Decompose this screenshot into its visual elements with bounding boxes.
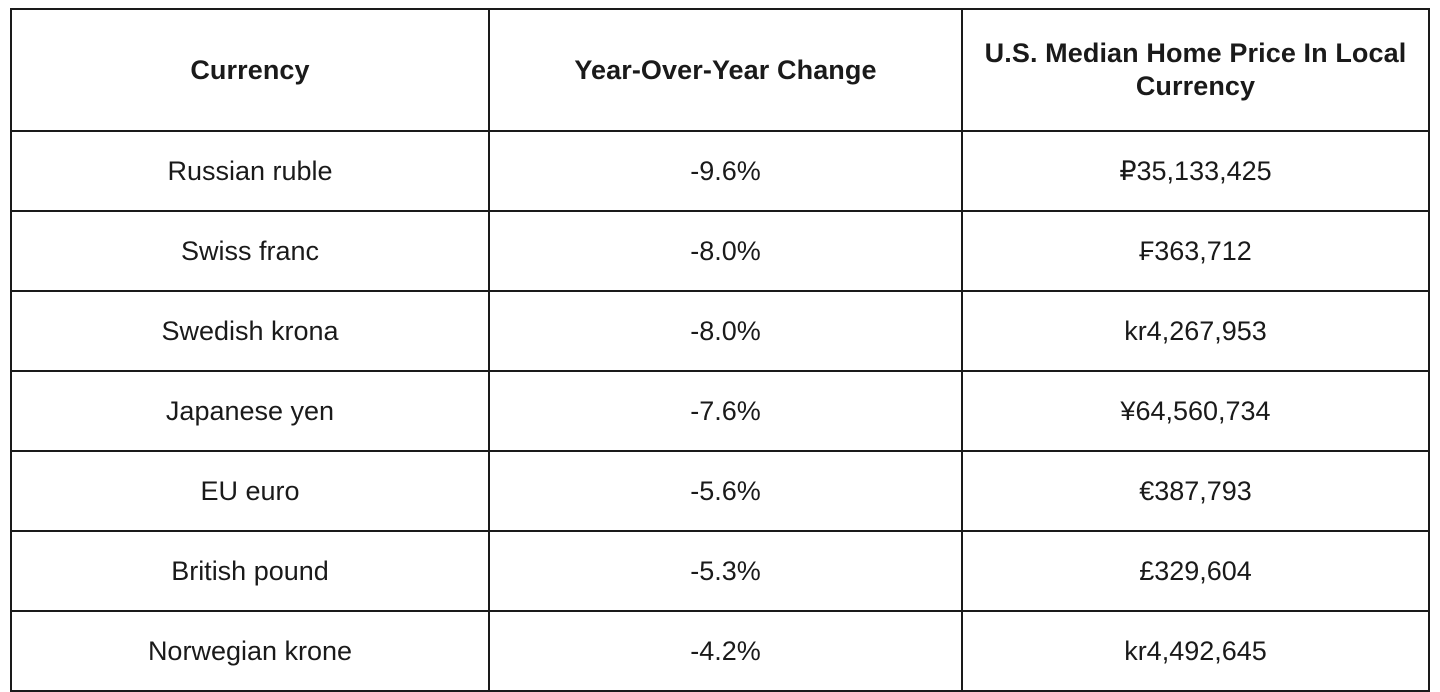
cell-yoy-change: -8.0% (489, 291, 962, 371)
table-row (11, 451, 1429, 531)
table-header-row (11, 9, 1429, 131)
cell-yoy-change: -8.0% (489, 211, 962, 291)
cell-median-price: £329,604 (962, 531, 1429, 611)
cell-median-price: €387,793 (962, 451, 1429, 531)
cell-median-price: ₣363,712 (962, 211, 1429, 291)
cell-currency: Norwegian krone (11, 611, 489, 691)
cell-currency: Swiss franc (11, 211, 489, 291)
table-row (11, 531, 1429, 611)
table-row (11, 611, 1429, 691)
cell-yoy-change: -7.6% (489, 371, 962, 451)
table-header (11, 9, 1429, 131)
table-row (11, 211, 1429, 291)
cell-currency: British pound (11, 531, 489, 611)
cell-yoy-change: -5.3% (489, 531, 962, 611)
cell-yoy-change: -5.6% (489, 451, 962, 531)
cell-median-price: ¥64,560,734 (962, 371, 1429, 451)
column-header-median-price: U.S. Median Home Price In Local Currency (962, 9, 1429, 131)
cell-yoy-change: -9.6% (489, 131, 962, 211)
column-header-currency: Currency (11, 9, 489, 131)
cell-median-price: kr4,492,645 (962, 611, 1429, 691)
table-row (11, 131, 1429, 211)
cell-currency: Russian ruble (11, 131, 489, 211)
column-header-yoy-change: Year-Over-Year Change (489, 9, 962, 131)
table-body (11, 131, 1429, 691)
table-row (11, 371, 1429, 451)
cell-currency: EU euro (11, 451, 489, 531)
currency-home-price-table (10, 8, 1430, 692)
cell-median-price: kr4,267,953 (962, 291, 1429, 371)
cell-currency: Swedish krona (11, 291, 489, 371)
cell-currency: Japanese yen (11, 371, 489, 451)
table-row (11, 291, 1429, 371)
cell-yoy-change: -4.2% (489, 611, 962, 691)
cell-median-price: ₽35,133,425 (962, 131, 1429, 211)
